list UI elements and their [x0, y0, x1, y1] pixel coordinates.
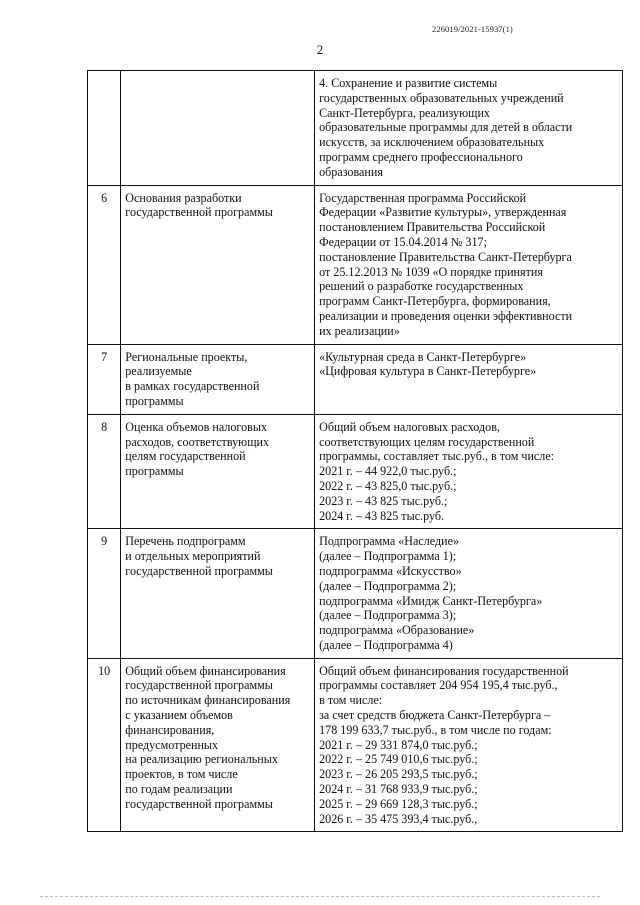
value-line: соответствующих целям государственной — [319, 434, 535, 449]
name-line: реализуемые — [125, 364, 192, 379]
name-line: финансирования, — [125, 722, 215, 737]
row-number-cell: 8 — [88, 414, 121, 529]
value-line: реализации и проведения оценки эффективности — [319, 308, 573, 323]
value-line: 2024 г. – 43 825 тыс.руб. — [319, 508, 445, 523]
name-line: государственной программы — [125, 205, 273, 220]
value-line: их реализации» — [319, 323, 400, 338]
value-line: от 25.12.2013 № 1039 «О порядке принятия — [319, 264, 543, 279]
row-number-cell: 6 — [88, 185, 121, 344]
value-line: 2023 г. – 26 205 293,5 тыс.руб.; — [319, 767, 478, 782]
value-line: государственных образовательных учреждений — [319, 90, 564, 105]
value-line: «Цифровая культура в Санкт-Петербурге» — [319, 364, 537, 379]
parameter-value-cell — [315, 658, 623, 832]
value-line: (далее – Подпрограмма 4) — [319, 637, 453, 652]
value-line: Федерации от 15.04.2014 № 317; — [319, 234, 487, 249]
parameter-name-cell — [121, 658, 315, 832]
value-line: 2023 г. – 43 825 тыс.руб.; — [319, 493, 448, 508]
name-line: программы — [125, 393, 184, 408]
value-line: 2024 г. – 31 768 933,9 тыс.руб.; — [319, 782, 478, 797]
name-line: Региональные проекты, — [125, 349, 248, 364]
value-line: (далее – Подпрограмма 3); — [319, 608, 457, 623]
value-line: 178 199 633,7 тыс.руб., в том числе по годам: — [319, 722, 552, 737]
name-line: в рамках государственной — [125, 379, 260, 394]
value-line: искусств, за исключением образовательных — [319, 135, 545, 150]
value-line: 2022 г. – 43 825,0 тыс.руб.; — [319, 478, 457, 493]
parameter-value-cell — [315, 529, 623, 658]
name-line: Перечень подпрограмм — [125, 534, 246, 549]
value-line: подпрограмма «Имидж Санкт-Петербурга» — [319, 593, 543, 608]
value-line: постановлением Правительства Российской — [319, 220, 546, 235]
parameter-name-cell — [121, 344, 315, 414]
value-line: за счет средств бюджета Санкт-Петербурга – — [319, 708, 551, 723]
value-line: подпрограмма «Искусство» — [319, 563, 462, 578]
program-passport-table — [87, 70, 623, 832]
value-line: Государственная программа Российской — [319, 190, 527, 205]
parameter-name-cell — [121, 529, 315, 658]
value-line: 2025 г. – 29 669 128,3 тыс.руб.; — [319, 796, 478, 811]
name-line: и отдельных мероприятий — [125, 549, 261, 564]
value-line: решений о разработке государственных — [319, 279, 524, 294]
value-line: (далее – Подпрограмма 1); — [319, 549, 457, 564]
value-line: (далее – Подпрограмма 2); — [319, 578, 457, 593]
name-line: государственной программы — [125, 563, 273, 578]
name-line: по источникам финансирования — [125, 693, 291, 708]
value-line: 2022 г. – 25 749 010,6 тыс.руб.; — [319, 752, 478, 767]
value-line: «Культурная среда в Санкт-Петербурге» — [319, 349, 527, 364]
table-row — [88, 344, 623, 414]
name-line: по годам реализации — [125, 782, 233, 797]
name-line: проектов, в том числе — [125, 767, 238, 782]
row-number-cell: 9 — [88, 529, 121, 658]
name-line: программы — [125, 464, 184, 479]
name-line: Оценка объемов налоговых — [125, 419, 267, 434]
parameter-value-cell — [315, 71, 623, 186]
table-row — [88, 185, 623, 344]
parameter-value-cell — [315, 414, 623, 529]
value-line: 2021 г. – 29 331 874,0 тыс.руб.; — [319, 737, 478, 752]
name-line: предусмотренных — [125, 737, 219, 752]
value-line: подпрограмма «Образование» — [319, 623, 475, 638]
table-row — [88, 71, 623, 186]
row-number-cell: 7 — [88, 344, 121, 414]
value-line: программ среднего профессионального — [319, 149, 523, 164]
value-line: Общий объем финансирования государственной — [319, 663, 569, 678]
table-row — [88, 414, 623, 529]
parameter-name-cell — [121, 414, 315, 529]
value-line: Подпрограмма «Наследие» — [319, 534, 460, 549]
value-line: образования — [319, 164, 383, 179]
name-line: на реализацию региональных — [125, 752, 278, 767]
name-line: расходов, соответствующих — [125, 434, 270, 449]
name-line: государственной программы — [125, 678, 273, 693]
table-row — [88, 529, 623, 658]
parameter-name-cell — [121, 71, 315, 186]
value-line: постановление Правительства Санкт-Петербурга — [319, 249, 572, 264]
document-id: 226019/2021-15937(1) — [432, 24, 513, 34]
parameter-value-cell — [315, 344, 623, 414]
parameter-name-cell — [121, 185, 315, 344]
name-line: Общий объем финансирования — [125, 663, 286, 678]
value-line: программы, составляет тыс.руб., в том числе: — [319, 449, 555, 464]
name-line: целям государственной — [125, 449, 246, 464]
page-number: 2 — [316, 42, 324, 57]
value-line: образовательные программы для детей в области — [319, 120, 573, 135]
table-row — [88, 658, 623, 832]
value-line: 4. Сохранение и развитие системы — [319, 76, 498, 90]
value-line: 2021 г. – 44 922,0 тыс.руб.; — [319, 464, 457, 479]
parameter-value-cell — [315, 185, 623, 344]
name-line: государственной программы — [125, 796, 273, 811]
name-line: с указанием объемов — [125, 708, 233, 723]
row-number-cell: 10 — [88, 658, 121, 832]
name-line: Основания разработки — [125, 190, 242, 205]
value-line: Санкт-Петербурга, реализующих — [319, 105, 490, 120]
value-line: программы составляет 204 954 195,4 тыс.руб., — [319, 678, 558, 693]
value-line: Федерации «Развитие культуры», утвержденная — [319, 205, 567, 220]
value-line: в том числе: — [319, 693, 383, 708]
value-line: 2026 г. – 35 475 393,4 тыс.руб., — [319, 811, 478, 826]
value-line: программ Санкт-Петербурга, формирования, — [319, 294, 551, 309]
row-number-cell — [88, 71, 121, 186]
scan-edge-mark — [40, 896, 600, 897]
value-line: Общий объем налоговых расходов, — [319, 419, 500, 434]
